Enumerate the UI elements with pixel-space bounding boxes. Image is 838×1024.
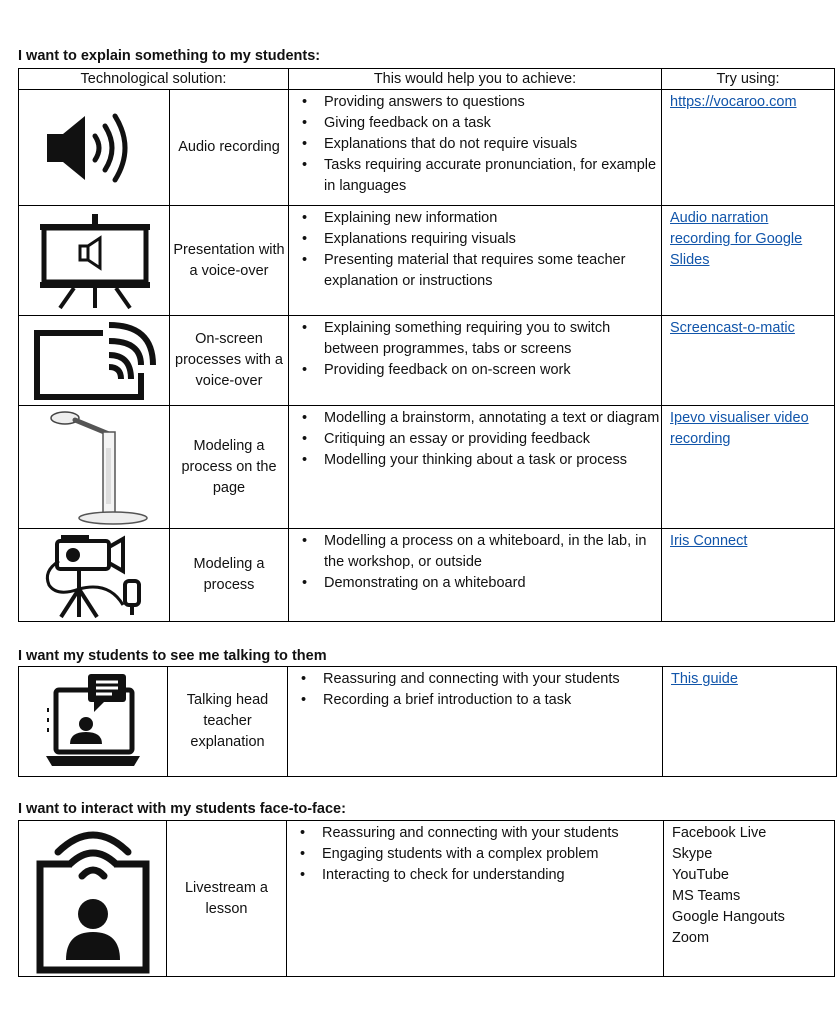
table-row bbox=[19, 406, 835, 529]
list-item: • Providing answers to questions bbox=[324, 92, 661, 113]
presentation-easel-icon bbox=[19, 206, 170, 316]
youtube-option: YouTube bbox=[672, 867, 729, 883]
list-item: • Modelling a brainstorm, annotating a text or diagram bbox=[324, 408, 661, 429]
solution-livestream: Livestream a lesson bbox=[167, 821, 287, 977]
solution-modeling-process: Modeling a process bbox=[170, 529, 289, 622]
vocaroo-link[interactable]: https://vocaroo.com bbox=[670, 94, 797, 110]
solution-audio: Audio recording bbox=[170, 90, 289, 206]
list-item: • Reassuring and connecting with your students bbox=[323, 669, 662, 690]
list-item: • Reassuring and connecting with your students bbox=[322, 823, 663, 844]
talking-head-table bbox=[18, 666, 837, 777]
list-item: • Modelling a process on a whiteboard, in the lab, in the workshop, or outside bbox=[324, 531, 661, 573]
header-row bbox=[19, 69, 835, 90]
list-item: • Critiquing an essay or providing feedback bbox=[324, 429, 661, 450]
try-cell bbox=[664, 821, 835, 977]
header-try: Try using: bbox=[662, 69, 835, 90]
section2-heading: I want my students to see me talking to them bbox=[18, 648, 327, 664]
list-item: • Giving feedback on a task bbox=[324, 113, 661, 134]
table-row bbox=[19, 206, 835, 316]
table-row bbox=[19, 667, 837, 777]
list-item: • Explanations that do not require visuals bbox=[324, 134, 661, 155]
list-item: • Interacting to check for understanding bbox=[322, 865, 663, 886]
try-cell bbox=[663, 667, 837, 777]
list-item: • Modelling your thinking about a task or process bbox=[324, 450, 661, 471]
iris-connect-link[interactable]: Iris Connect bbox=[670, 533, 748, 549]
solution-onscreen: On-screen processes with a voice-over bbox=[170, 316, 289, 406]
screencast-o-matic-link[interactable]: Screencast-o-matic bbox=[670, 320, 795, 336]
explain-table bbox=[18, 68, 835, 622]
speaker-icon bbox=[19, 90, 170, 206]
facebook-live-option: Facebook Live bbox=[672, 825, 767, 841]
achieve-cell bbox=[289, 316, 662, 406]
skype-option: Skype bbox=[672, 846, 713, 862]
solution-talking-head: Talking head teacher explanation bbox=[168, 667, 288, 777]
table-row bbox=[19, 821, 835, 977]
document-camera-icon bbox=[19, 406, 170, 529]
try-cell bbox=[662, 316, 835, 406]
list-item: • Presenting material that requires some teacher explanation or instructions bbox=[324, 250, 661, 292]
list-item: • Demonstrating on a whiteboard bbox=[324, 573, 661, 594]
table-row bbox=[19, 316, 835, 406]
screencast-icon bbox=[19, 316, 170, 406]
achieve-cell bbox=[289, 406, 662, 529]
try-cell bbox=[662, 206, 835, 316]
table-row bbox=[19, 90, 835, 206]
google-hangouts-option: Google Hangouts bbox=[672, 909, 785, 925]
achieve-cell bbox=[289, 529, 662, 622]
list-item: • Explaining something requiring you to switch between programmes, tabs or screens bbox=[324, 318, 661, 360]
achieve-cell bbox=[289, 90, 662, 206]
section1-heading: I want to explain something to my students: bbox=[18, 48, 321, 64]
list-item: • Explaining new information bbox=[324, 208, 661, 229]
solution-presentation: Presentation with a voice-over bbox=[170, 206, 289, 316]
try-cell bbox=[662, 529, 835, 622]
this-guide-link[interactable]: This guide bbox=[671, 671, 738, 687]
list-item: • Recording a brief introduction to a task bbox=[323, 690, 662, 711]
livestream-person-icon bbox=[19, 821, 167, 977]
livestream-table bbox=[18, 820, 835, 977]
achieve-cell bbox=[287, 821, 664, 977]
header-achieve: This would help you to achieve: bbox=[289, 69, 662, 90]
list-item: • Tasks requiring accurate pronunciation, for example in languages bbox=[324, 155, 661, 197]
section3-heading: I want to interact with my students face-to-face: bbox=[18, 801, 346, 817]
laptop-chat-icon bbox=[19, 667, 168, 777]
solution-modeling-page: Modeling a process on the page bbox=[170, 406, 289, 529]
video-camera-icon bbox=[19, 529, 170, 622]
list-item: • Providing feedback on on-screen work bbox=[324, 360, 661, 381]
achieve-cell bbox=[289, 206, 662, 316]
list-item: • Explanations requiring visuals bbox=[324, 229, 661, 250]
header-solution: Technological solution: bbox=[19, 69, 289, 90]
zoom-option: Zoom bbox=[672, 930, 710, 946]
try-cell bbox=[662, 90, 835, 206]
ms-teams-option: MS Teams bbox=[672, 888, 741, 904]
try-cell bbox=[662, 406, 835, 529]
table-row bbox=[19, 529, 835, 622]
list-item: • Engaging students with a complex problem bbox=[322, 844, 663, 865]
ipevo-link[interactable]: Ipevo visualiser video recording bbox=[670, 410, 809, 447]
google-slides-link[interactable]: Audio narration recording for Google Slides bbox=[670, 210, 803, 268]
achieve-cell bbox=[288, 667, 663, 777]
